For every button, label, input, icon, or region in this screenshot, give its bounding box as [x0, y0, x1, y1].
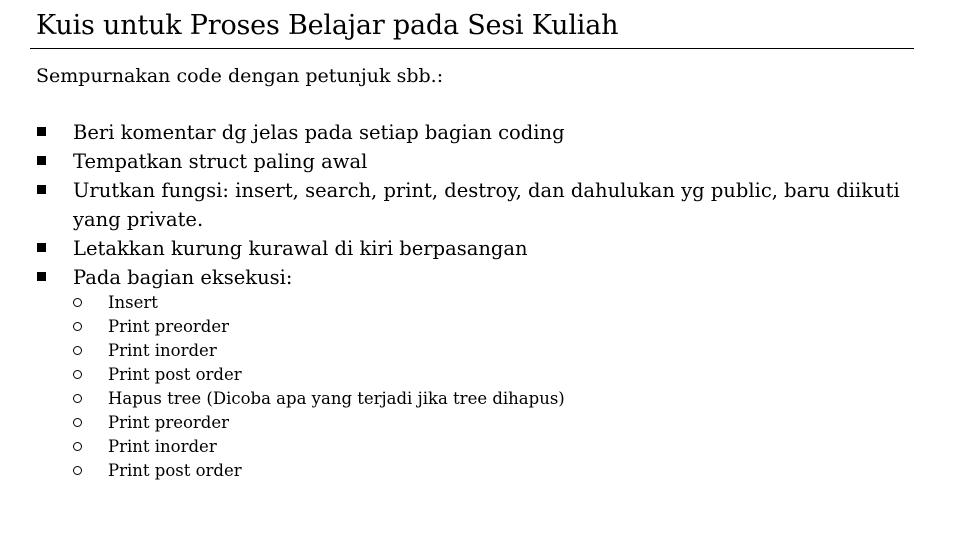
- execution-step: [72, 435, 565, 459]
- square-bullet-icon: [37, 156, 46, 165]
- circle-bullet-icon: [73, 442, 82, 451]
- execution-step-text: Print preorder: [108, 317, 230, 336]
- circle-bullet-icon: [73, 322, 82, 331]
- instruction-item: [36, 176, 916, 234]
- instruction-text: Beri komentar dg jelas pada setiap bagian coding: [73, 121, 565, 144]
- execution-steps-list: [72, 291, 565, 483]
- circle-bullet-icon: [73, 466, 82, 475]
- intro-text: Sempurnakan code dengan petunjuk sbb.:: [36, 65, 444, 87]
- execution-step: [72, 339, 565, 363]
- instruction-text: Tempatkan struct paling awal: [73, 150, 368, 173]
- instruction-item: [36, 118, 916, 147]
- execution-step: [72, 387, 565, 411]
- circle-bullet-icon: [73, 418, 82, 427]
- title-divider: [30, 48, 914, 49]
- circle-bullet-icon: [73, 370, 82, 379]
- execution-step: [72, 291, 565, 315]
- execution-step: [72, 315, 565, 339]
- execution-step-text: Hapus tree (Dicoba apa yang terjadi jika tree dihapus): [108, 389, 565, 408]
- circle-bullet-icon: [73, 394, 82, 403]
- instruction-text: Pada bagian eksekusi:: [73, 266, 293, 289]
- execution-step-text: Print inorder: [108, 437, 217, 456]
- square-bullet-icon: [37, 243, 46, 252]
- square-bullet-icon: [37, 272, 46, 281]
- execution-step-text: Print post order: [108, 365, 242, 384]
- instruction-item: [36, 263, 916, 292]
- execution-step: [72, 363, 565, 387]
- execution-step: [72, 459, 565, 483]
- slide-title: Kuis untuk Proses Belajar pada Sesi Kuliah: [36, 10, 619, 41]
- instruction-item: [36, 147, 916, 176]
- execution-step-text: Print post order: [108, 461, 242, 480]
- instruction-text: Urutkan fungsi: insert, search, print, destroy, dan dahulukan yg public, baru diikuti yang private.: [73, 179, 900, 231]
- circle-bullet-icon: [73, 346, 82, 355]
- square-bullet-icon: [37, 127, 46, 136]
- circle-bullet-icon: [73, 298, 82, 307]
- execution-step-text: Print preorder: [108, 413, 230, 432]
- execution-step-text: Print inorder: [108, 341, 217, 360]
- instruction-list: [36, 118, 916, 292]
- execution-step-text: Insert: [108, 293, 158, 312]
- square-bullet-icon: [37, 185, 46, 194]
- instruction-text: Letakkan kurung kurawal di kiri berpasangan: [73, 237, 528, 260]
- instruction-item: [36, 234, 916, 263]
- execution-step: [72, 411, 565, 435]
